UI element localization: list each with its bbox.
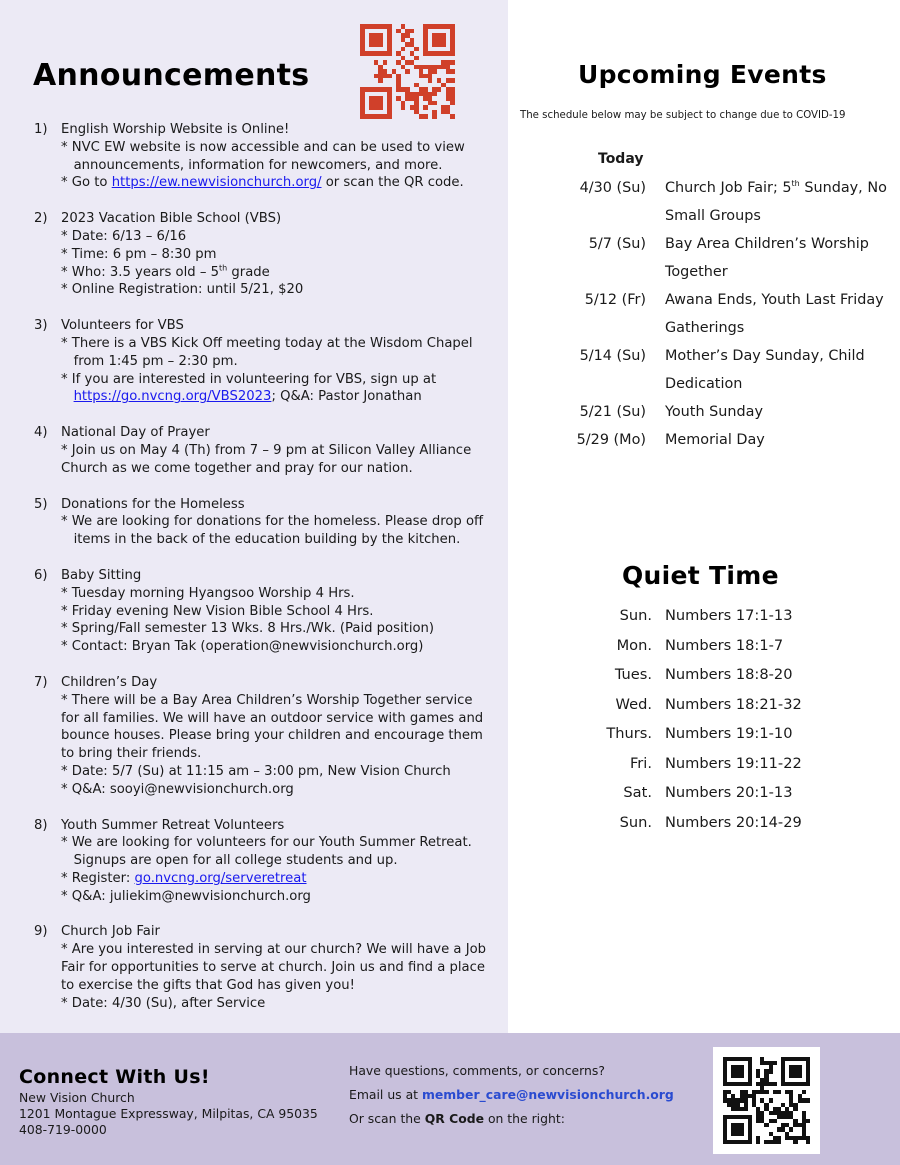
scan-qr-label: QR Code: [424, 1111, 484, 1126]
announcement-item: [34, 817, 504, 906]
scan-suffix: on the right:: [484, 1111, 565, 1126]
announcement-title: Children’s Day: [61, 674, 158, 690]
announcement-detail: * Q&A: sooyi@newvisionchurch.org: [61, 781, 294, 797]
announcement-detail: * If you are interested in volunteering for VBS, sign up at: [61, 371, 437, 387]
announcement-number: 2): [34, 211, 48, 227]
event-text: Sunday, No Small Groups: [665, 180, 887, 224]
email-line: [349, 1087, 674, 1102]
event-text: Memorial Day: [665, 432, 765, 448]
event-text: Church Job Fair; 5: [665, 180, 792, 196]
announcement-title: Church Job Fair: [61, 924, 160, 940]
announcement-item: [34, 121, 504, 192]
quiet-time-day: Wed.: [615, 695, 652, 713]
announcement-detail: [61, 388, 504, 406]
announcement-detail: * Tuesday morning Hyangsoo Worship 4 Hrs.: [61, 585, 355, 601]
announcement-detail: items in the back of the education building by the kitchen.: [61, 532, 461, 548]
announcement-detail: bounce houses. Please bring your children and encourage them: [61, 728, 483, 744]
announcement-number: 9): [34, 924, 48, 940]
announcement-detail: * Time: 6 pm – 8:30 pm: [61, 246, 217, 262]
announcement-item: [34, 923, 504, 1012]
event-text: Awana Ends, Youth Last Friday Gatherings: [665, 292, 884, 336]
announcement-number: 4): [34, 425, 48, 441]
announcement-detail: * Online Registration: until 5/21, $20: [61, 282, 304, 298]
announcement-link[interactable]: go.nvcng.org/serveretreat: [134, 870, 307, 886]
detail-text: * Go to: [61, 175, 112, 191]
announcement-title: National Day of Prayer: [61, 425, 210, 441]
announcement-item: [34, 317, 504, 406]
announcement-detail: * Date: 5/7 (Su) at 11:15 am – 3:00 pm, New Vision Church: [61, 763, 451, 779]
announcement-detail: Signups are open for all college students and up.: [61, 853, 398, 869]
superscript: th: [219, 263, 228, 273]
covid-note: The schedule below may be subject to change due to COVID-19: [520, 110, 846, 121]
detail-text: or scan the QR code.: [321, 175, 464, 191]
announcement-link[interactable]: https://ew.newvisionchurch.org/: [111, 175, 322, 191]
today-label: Today: [598, 151, 644, 167]
announcement-detail: from 1:45 pm – 2:30 pm.: [61, 353, 238, 369]
qr-code-icon[interactable]: [723, 1057, 810, 1144]
event-date: 5/29 (Mo): [576, 432, 646, 448]
announcement-detail: * Date: 6/13 – 6/16: [61, 228, 187, 244]
announcement-item: [34, 424, 504, 477]
announcement-link[interactable]: https://go.nvcng.org/VBS2023: [73, 389, 272, 405]
announcement-title: English Worship Website is Online!: [61, 122, 290, 137]
event-description: [665, 398, 890, 426]
quiet-time-day: Mon.: [616, 636, 652, 654]
questions-text: Have questions, comments, or concerns?: [349, 1063, 605, 1078]
event-date: 5/21 (Su): [579, 404, 646, 420]
event-text: Mother’s Day Sunday, Child Dedication: [665, 348, 865, 392]
detail-text: ; Q&A: Pastor Jonathan: [271, 389, 422, 405]
event-date: 5/14 (Su): [579, 348, 646, 364]
footer: [0, 1033, 900, 1165]
quiet-time-day: Sat.: [623, 784, 652, 801]
announcement-detail: * We are looking for volunteers for our Youth Summer Retreat.: [61, 835, 472, 851]
announcements-heading: Announcements: [33, 58, 310, 93]
announcement-detail: * Friday evening New Vision Bible School 4 Hrs.: [61, 603, 374, 619]
detail-text: * Who: 3.5 years old – 5: [61, 264, 220, 280]
event-description: [665, 426, 890, 454]
event-text: Bay Area Children’s Worship Together: [665, 236, 869, 280]
quiet-time-heading: Quiet Time: [622, 561, 779, 590]
quiet-time-reading: Numbers 18:21-32: [665, 695, 802, 713]
announcement-item: [34, 674, 504, 799]
church-name: New Vision Church: [19, 1090, 135, 1105]
announcement-detail: [61, 174, 504, 192]
announcement-number: 8): [34, 817, 48, 833]
announcement-title: 2023 Vacation Bible School (VBS): [61, 211, 282, 227]
quiet-time-reading: Numbers 19:11-22: [665, 754, 802, 772]
announcement-number: 6): [34, 567, 48, 583]
event-date: 5/12 (Fr): [584, 292, 646, 308]
announcement-detail: Fair for opportunities to serve at church. Join us and find a place: [61, 960, 485, 976]
quiet-time-reading: Numbers 18:1-7: [665, 636, 784, 654]
quiet-time-reading: Numbers 20:1-13: [665, 784, 793, 801]
email-link[interactable]: member_care@newvisionchurch.org: [421, 1087, 674, 1102]
event-description: [665, 286, 890, 342]
announcement-item: [34, 567, 504, 656]
qr-module: [806, 1140, 810, 1144]
announcement-number: 7): [34, 674, 48, 690]
events-panel: [508, 0, 900, 1033]
qr-module: [450, 114, 455, 119]
quiet-time-day: Sun.: [619, 813, 652, 831]
detail-text: [61, 389, 74, 404]
event-date: 4/30 (Su): [579, 180, 646, 196]
quiet-time-day: Fri.: [629, 754, 652, 772]
announcement-item: [34, 210, 504, 299]
event-description: [665, 174, 890, 230]
church-address: 1201 Montague Expressway, Milpitas, CA 95035: [19, 1106, 318, 1121]
announcement-detail: * Contact: Bryan Tak (operation@newvisionchurch.org): [61, 639, 424, 655]
announcement-title: Baby Sitting: [61, 567, 142, 583]
announcement-detail: Church as we come together and pray for our nation.: [61, 460, 413, 476]
scan-line: [349, 1111, 565, 1126]
detail-text: grade: [227, 264, 270, 280]
announcement-detail: * Date: 4/30 (Su), after Service: [61, 995, 266, 1011]
church-phone: 408-719-0000: [19, 1122, 107, 1137]
event-text: Youth Sunday: [665, 404, 763, 420]
quiet-time-day: Tues.: [614, 666, 652, 683]
announcements-list: [34, 121, 504, 1030]
event-date: 5/7 (Su): [588, 236, 646, 252]
announcement-detail: * There will be a Bay Area Children’s Worship Together service: [61, 692, 473, 708]
announcement-detail: for all families. We will have an outdoor service with games and: [61, 710, 484, 726]
event-description: [665, 342, 890, 398]
upcoming-events-heading: Upcoming Events: [578, 60, 827, 89]
announcement-detail: * Q&A: juliekim@newvisionchurch.org: [61, 888, 311, 904]
announcement-detail: announcements, information for newcomers, and more.: [61, 157, 443, 173]
announcement-detail: [61, 870, 504, 888]
announcement-detail: * Join us on May 4 (Th) from 7 – 9 pm at Silicon Valley Alliance: [61, 442, 472, 458]
announcement-item: [34, 496, 504, 549]
announcement-detail: * NVC EW website is now accessible and can be used to view: [61, 139, 465, 155]
quiet-time-day: Thurs.: [606, 725, 652, 742]
announcement-detail: * There is a VBS Kick Off meeting today at the Wisdom Chapel: [61, 335, 473, 351]
connect-heading: Connect With Us!: [19, 1066, 210, 1088]
announcement-detail: * Are you interested in serving at our church? We will have a Job: [61, 942, 487, 958]
quiet-time-reading: Numbers 17:1-13: [665, 607, 793, 624]
announcement-detail: * We are looking for donations for the homeless. Please drop off: [61, 514, 484, 530]
event-description: [665, 230, 890, 286]
quiet-time-reading: Numbers 18:8-20: [665, 666, 793, 683]
announcement-title: Donations for the Homeless: [61, 496, 245, 512]
announcement-title: Youth Summer Retreat Volunteers: [61, 817, 285, 833]
email-prefix: Email us at: [349, 1087, 422, 1102]
quiet-time-reading: Numbers 20:14-29: [665, 813, 802, 831]
announcement-detail: * Spring/Fall semester 13 Wks. 8 Hrs./Wk. (Paid position): [61, 621, 435, 637]
qr-code-icon[interactable]: [360, 24, 455, 119]
announcement-number: 3): [34, 318, 48, 334]
announcement-number: 1): [34, 122, 48, 137]
scan-prefix: Or scan the: [349, 1111, 425, 1126]
announcement-title: Volunteers for VBS: [61, 318, 184, 334]
superscript: th: [791, 179, 800, 189]
announcement-detail: to exercise the gifts that God has given you!: [61, 977, 355, 993]
detail-text: * Register:: [61, 870, 135, 886]
quiet-time-reading: Numbers 19:1-10: [665, 725, 793, 742]
announcement-detail: [61, 264, 504, 282]
quiet-time-day: Sun.: [619, 607, 652, 624]
announcement-number: 5): [34, 496, 48, 512]
announcement-detail: to bring their friends.: [61, 746, 202, 762]
